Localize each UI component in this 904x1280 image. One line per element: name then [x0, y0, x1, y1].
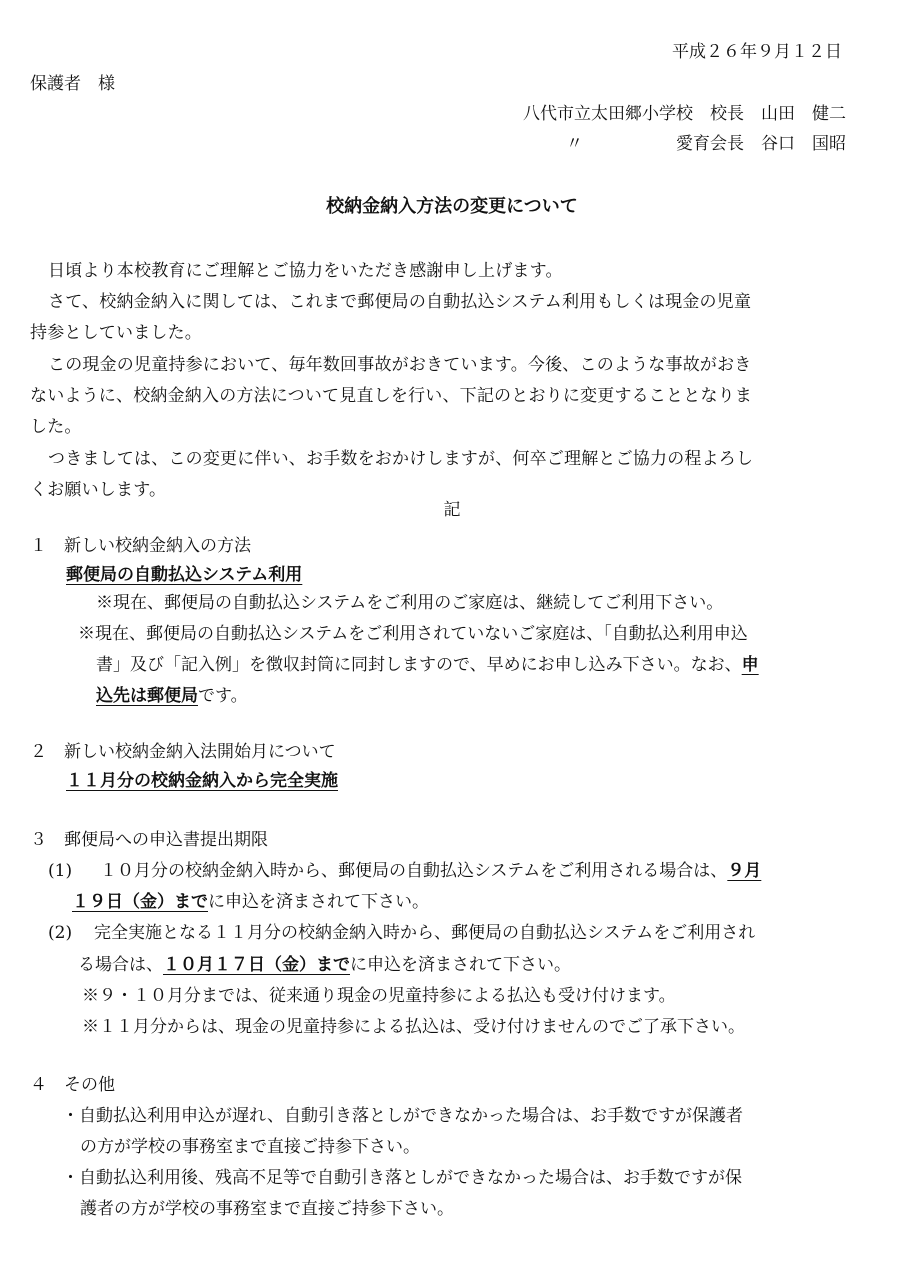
section-1-note-2-line-1: ※現在、郵便局の自動払込システムをご利用されていないご家庭は、「自動払込利用申込	[78, 624, 748, 644]
paragraph-3-line-1: この現金の児童持参において、毎年数回事故がおきています。今後、このような事故がおき	[48, 355, 752, 375]
paragraph-3-line-3: した。	[30, 417, 82, 437]
section-3-item-2-line-1: 完全実施となる１１月分の校納金納入時から、郵便局の自動払込システムをご利用され	[94, 923, 756, 943]
ki-mark: 記	[443, 500, 461, 520]
paragraph-4-line-2: くお願いします。	[30, 480, 167, 500]
item-1-line-1-text: １０月分の校納金納入時から、郵便局の自動払込システムをご利用される場合は、	[100, 861, 728, 881]
item-2-line-2-text-a: る場合は、	[78, 955, 163, 975]
paragraph-greeting: 日頃より本校教育にご理解とご協力をいただき感謝申し上げます。	[48, 261, 563, 281]
section-2-heading: ２ 新しい校納金納入法開始月について	[30, 742, 336, 762]
note-2-line-2-text: 書」及び「記入例」を徴収封筒に同封しますので、早めにお申し込み下さい。なお、	[96, 655, 742, 675]
note-2-line-2-emphasis: 申	[741, 655, 759, 675]
item-1-deadline: １９日（金）まで	[72, 892, 208, 912]
section-4-bullet-2-line-1: ・自動払込利用後、残高不足等で自動引き落としができなかった場合は、お手数ですが保	[62, 1168, 742, 1188]
section-3-note-2: ※１１月分からは、現金の児童持参による払込は、受け付けませんのでご了承下さい。	[82, 1017, 745, 1037]
item-1-line-2-text: に申込を済まされて下さい。	[208, 892, 429, 912]
paragraph-2-line-2: 持参としていました。	[30, 323, 202, 343]
item-2-line-2-text-b: に申込を済まされて下さい。	[350, 955, 571, 975]
section-1-heading: １ 新しい校納金納入の方法	[30, 536, 251, 556]
section-4-bullet-1-line-1: ・自動払込利用申込が遅れ、自動引き落としができなかった場合は、お手数ですが保護者	[62, 1106, 744, 1126]
section-3-item-1-line-2	[72, 892, 429, 912]
note-2-line-3-emphasis: 込先は郵便局	[96, 686, 198, 706]
section-3-item-1-line-1	[100, 861, 761, 881]
addressee: 保護者 様	[30, 74, 115, 94]
item-1-line-1-emphasis: ９月	[727, 861, 762, 881]
section-1-subheading: 郵便局の自動払込システム利用	[66, 565, 303, 585]
paragraph-2-line-1: さて、校納金納入に関しては、これまで郵便局の自動払込システム利用もしくは現金の児童	[48, 292, 752, 312]
section-3-heading: ３ 郵便局への申込書提出期限	[30, 830, 268, 850]
paragraph-3-line-2: ないように、校納金納入の方法について見直しを行い、下記のとおりに変更することとなりま	[30, 386, 753, 406]
note-2-line-3-text: です。	[198, 686, 248, 706]
paragraph-4-line-1: つきましては、この変更に伴い、お手数をおかけしますが、何卒ご理解とご協力の程よろし	[48, 449, 754, 469]
item-2-deadline: １０月１７日（金）まで	[163, 955, 350, 975]
section-3-item-2-number: (2)	[48, 923, 73, 943]
section-3-item-2-line-2	[78, 955, 571, 975]
sender-principal: 八代市立太田郷小学校 校長 山田 健二	[523, 104, 846, 124]
section-1-note-1: ※現在、郵便局の自動払込システムをご利用のご家庭は、継続してご利用下さい。	[96, 593, 724, 613]
ditto-mark: 〃	[566, 134, 583, 154]
document-date: 平成２６年９月１２日	[672, 42, 842, 62]
section-4-bullet-1-line-2: の方が学校の事務室まで直接ご持参下さい。	[80, 1137, 420, 1157]
section-4-bullet-2-line-2: 護者の方が学校の事務室まで直接ご持参下さい。	[80, 1199, 454, 1219]
section-3-note-1: ※９・１０月分までは、従来通り現金の児童持参による払込も受け付けます。	[82, 986, 676, 1006]
sender-association: 愛育会長 谷口 国昭	[676, 134, 846, 154]
section-2-subheading: １１月分の校納金納入から完全実施	[66, 771, 338, 791]
document-title: 校納金納入方法の変更について	[326, 196, 578, 217]
section-1-note-2-line-2	[96, 655, 759, 675]
section-1-note-2-line-3	[96, 686, 248, 706]
section-4-heading: ４ その他	[30, 1075, 115, 1095]
section-3-item-1-number: (1)	[48, 861, 73, 881]
